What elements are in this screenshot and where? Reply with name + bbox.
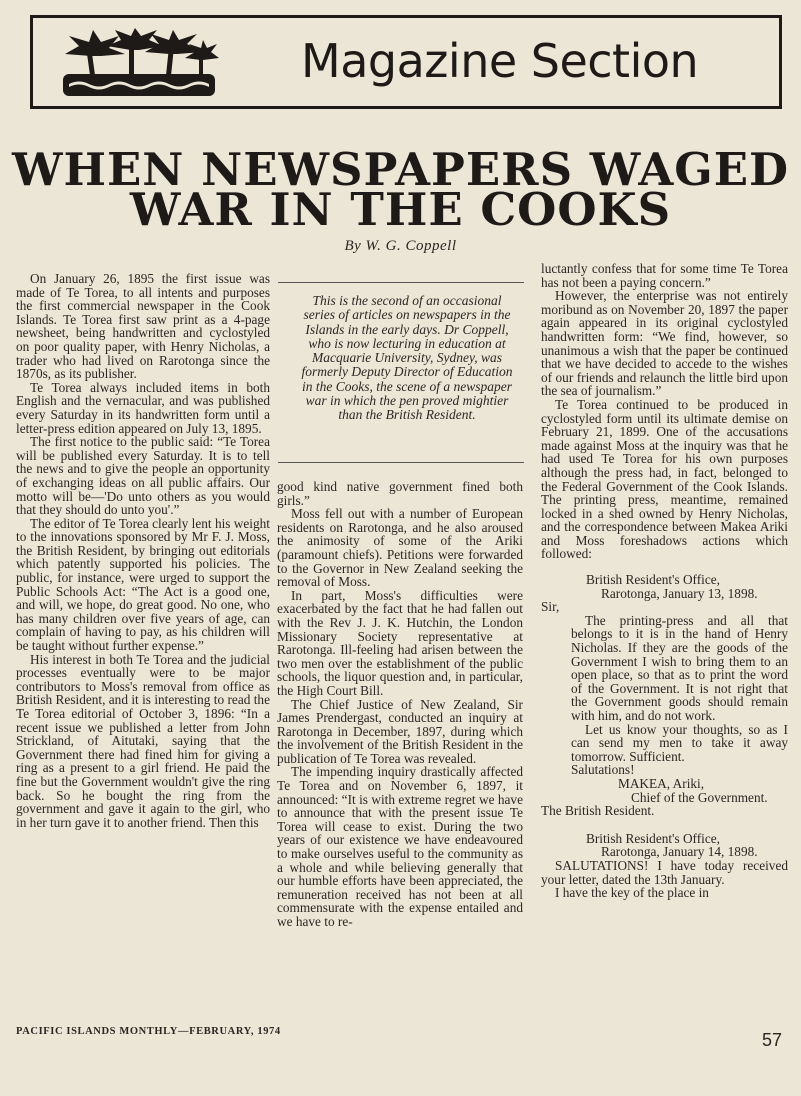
paragraph: The first notice to the public said: “Te Torea will be published every Saturday. It is to tell the news and to give the people an opportunity of exchanging ideas on all public affairs. Our motto will be—'Do unto others as you would that they should do unto you'.” xyxy=(16,434,270,518)
letter-closing: Salutations! xyxy=(571,762,635,778)
headline-line-1: WHEN NEWSPAPERS WAGED xyxy=(11,143,790,196)
section-banner xyxy=(30,15,782,109)
paragraph: Moss fell out with a number of European residents on Rarotonga, and he also aroused the animosity of some of the Ariki (paramount chiefs). Petitions were forwarded to the Governor in New Zealand seeking the removal of Moss. xyxy=(277,506,523,590)
paragraph: However, the enterprise was not entirely moribund as on November 20, 1897 the paper again appeared in its original cyclostyled handwritten form: “We find, however, so unanimous a wish that the paper be continued that we have decided to accede to the wishes of our friends and relaunch the little bird upon the sea of journalism.” xyxy=(541,288,788,399)
palm-trees-logo xyxy=(59,28,219,102)
paragraph: The impending inquiry drastically affected Te Torea and on November 6, 1897, it announced: “It is with extreme regret we have to announce that with the present issue Te Torea will cease to exist. During the two years of our existence we have endeavoured to make ourselves useful to the community as a whole and while believing generally that our humble efforts have been appreciated, the remuneration received has not been at all commensurate with the expense entailed and we have to re- xyxy=(277,764,523,929)
section-title: Magazine Section xyxy=(301,34,699,88)
paragraph: Te Torea continued to be produced in cyclostyled form until its ultimate demise on February 21, 1899. One of the accusations made against Moss at the inquiry was that he had used Te Torea for his own purposes although the press had, in fact, belonged to the Federal Government of the Cook Islands. The printing press, meantime, remained locked in a shed owned by Henry Nicholas, and the correspondence between Makea Ariki and Moss foreshadows actions which followed: xyxy=(541,396,788,562)
letter-place-date: Rarotonga, January 13, 1898. xyxy=(601,585,758,601)
letter-body: SALUTATIONS! I have today received your letter, dated the 13th January. xyxy=(541,857,788,887)
paragraph: On January 26, 1895 the first issue was made of Te Torea, to all intents and purposes the first commercial newspaper in the Cook Islands. Te Torea first saw print as a 4-page newsheet, being handwritten and cyclostyled on poor quality paper, with Henry Nicholas, a trader who had lived on Rarotonga since the 1870s, as its publisher. xyxy=(16,271,270,382)
headline-line-2: WAR IN THE COOKS xyxy=(129,183,672,236)
letter-signer-title: Chief of the Government. xyxy=(631,789,768,805)
letter-place-date: Rarotonga, January 14, 1898. xyxy=(601,844,758,860)
letter-office: British Resident's Office, xyxy=(586,572,720,588)
article-column-1 xyxy=(16,272,270,829)
paragraph: Te Torea always included items in both English and the vernacular, and was published every Saturday in its handwritten form until a letter-press edition appeared on July 13, 1895. xyxy=(16,379,270,436)
intro-top-rule xyxy=(278,282,524,283)
letter-signer: MAKEA, Ariki, xyxy=(618,775,705,791)
letter-body: I have the key of the place in xyxy=(555,885,709,901)
paragraph: His interest in both Te Torea and the judicial processes eventually were to be major contributors to Moss's removal from office as British Resident, and it is interesting to read the Te Torea editorial of October 3, 1896: “In a recent issue we published a letter from John Strickland, of Aitutaki, saying that the Government there had fined him for giving a ring as a present to a girl friend. He paid the fine but the Government wouldn't give the ring back. So he bought the ring from the government and gave it again to the girl, who in her turn gave it to another friend. Then this xyxy=(16,651,270,830)
paragraph: good kind native government fined both girls.” xyxy=(277,479,523,508)
paragraph: The editor of Te Torea clearly lent his weight to the innovations sponsored by Mr F. J. Moss, the British Resident, by bringing out editorials which patently supported his policies. The public, for instance, were urged to support the Public Schools Act: “The Act is a good one, and will, we hope, do great good. No one, who has many children over five years of age, can complain of having to pay, as his children will be taught without further expense.” xyxy=(16,515,270,654)
byline: By W. G. Coppell xyxy=(344,238,457,254)
intro-bottom-rule xyxy=(278,462,524,463)
article-column-3 xyxy=(541,262,788,900)
letter-body: The printing-press and all that belongs to it is in the hand of Henry Nicholas. If they are the goods of the Government I wish to bring them to an open place, so that as to print the word of the Government. It is not right that the Government goods should remain with him, and do not work. xyxy=(571,612,788,723)
magazine-footer: PACIFIC ISLANDS MONTHLY—FEBRUARY, 1974 xyxy=(16,1026,281,1037)
letter-makea xyxy=(541,573,788,818)
paragraph: In part, Moss's difficulties were exacerbated by the fact that he had fallen out with the Rev J. J. K. Hutchin, the London Missionary Society representative at Rarotonga. Ill-feeling had arisen between the two men over the establishment of the public schools, the liquor question and, in particular, the High Court Bill. xyxy=(277,587,523,698)
paragraph: The Chief Justice of New Zealand, Sir James Prendergast, conducted an inquiry at Rarotonga in December, 1897, during which the involvement of the British Resident in the publication of Te Torea was revealed. xyxy=(277,696,523,766)
page-number: 57 xyxy=(762,1030,783,1050)
letter-body: Let us know your thoughts, so as I can send my men to take it away tomorrow. Sufficient. xyxy=(571,721,788,764)
intro-note: This is the second of an occasional series of articles on newspapers in the Islands in the early days. Dr Coppell, who is now lecturing in education at Macquarie University, Sydney, was formerly Deputy Director of Education in the Cooks, the scene of a newspaper war in which the pen proved mightier than the British Resident. xyxy=(301,293,513,423)
letter-salutation: Sir, xyxy=(541,599,560,615)
letter-resident xyxy=(541,832,788,900)
letter-office: British Resident's Office, xyxy=(586,830,720,846)
article-column-2 xyxy=(277,480,523,929)
paragraph: luctantly confess that for some time Te Torea has not been a paying concern.” xyxy=(541,261,788,290)
letter-addressee: The British Resident. xyxy=(541,803,655,819)
